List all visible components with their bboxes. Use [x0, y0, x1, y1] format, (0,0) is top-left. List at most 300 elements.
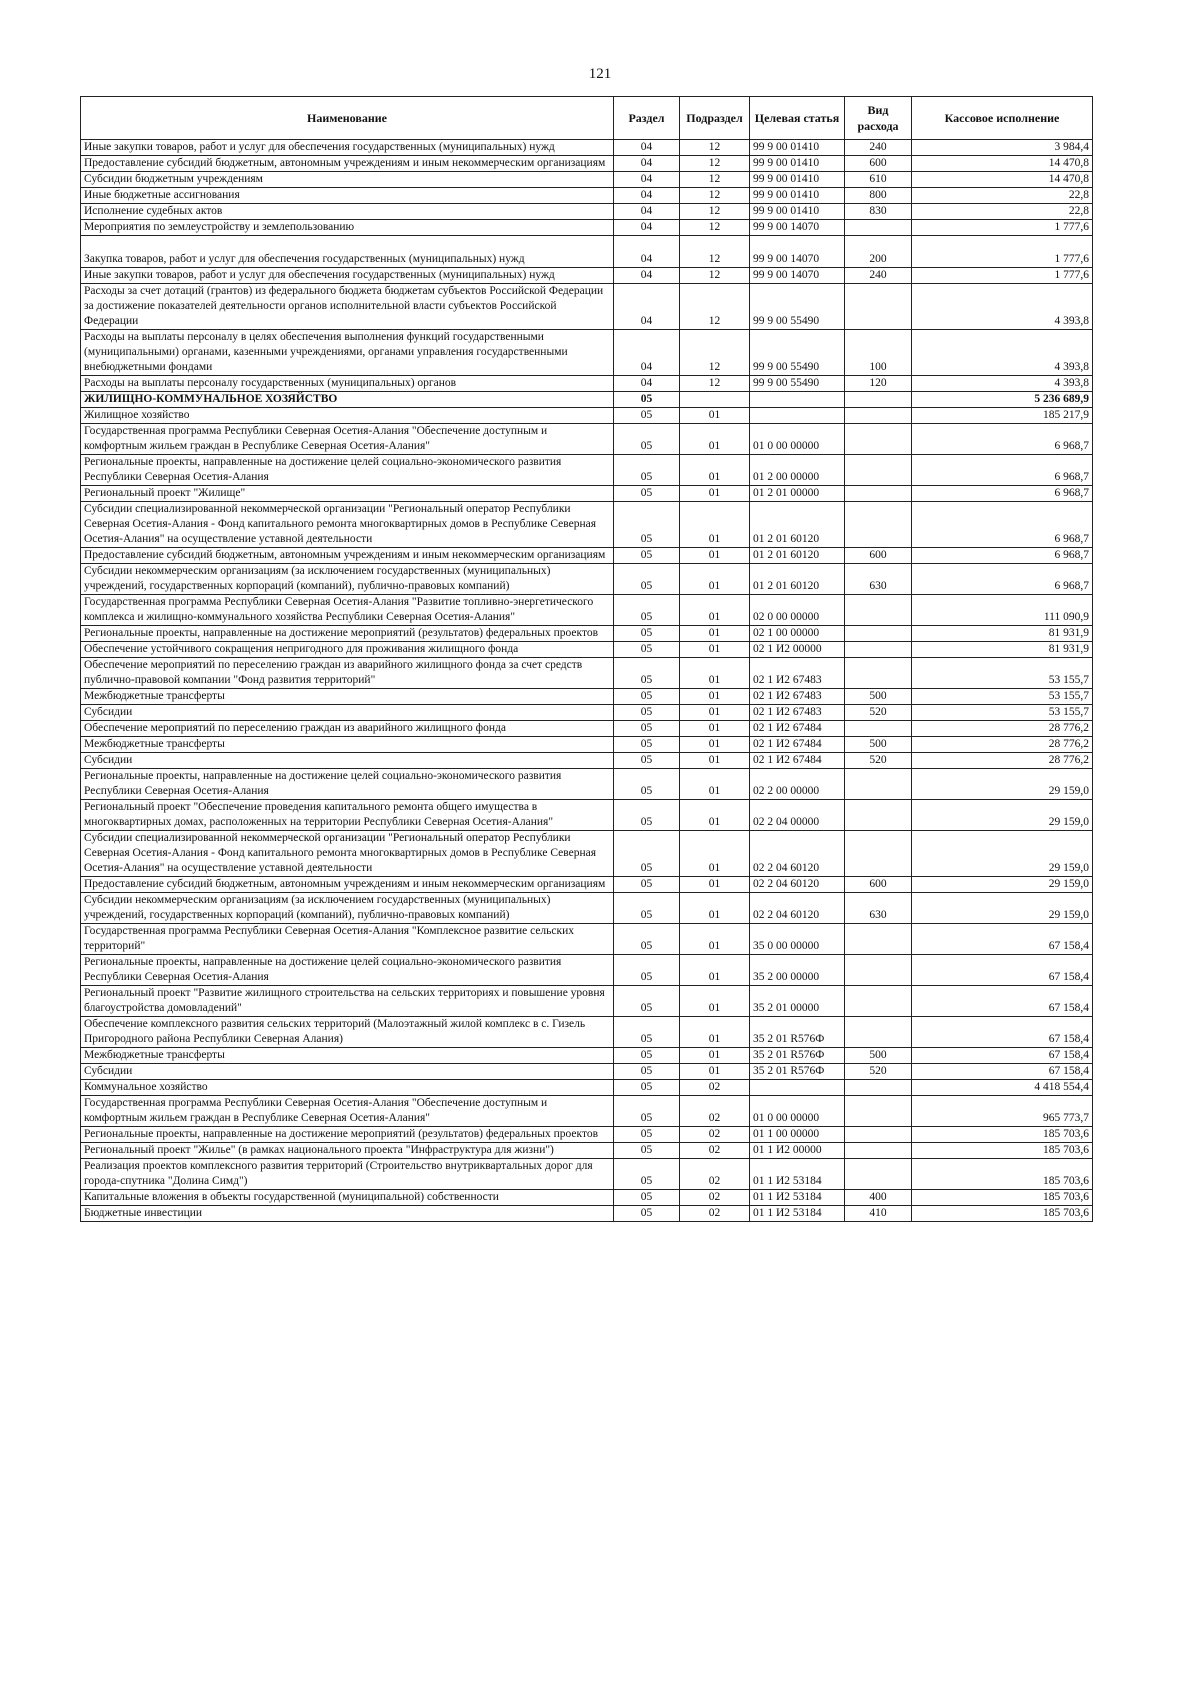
- row-vid: [845, 220, 912, 236]
- row-name: Предоставление субсидий бюджетным, автономным учреждениям и иным некоммерческим организациям: [81, 156, 614, 172]
- row-name: Субсидии бюджетным учреждениям: [81, 172, 614, 188]
- row-celevaya: 01 1 И2 53184: [750, 1190, 845, 1206]
- row-vid: [845, 721, 912, 737]
- row-vid: [845, 502, 912, 548]
- row-name: Региональные проекты, направленные на достижение мероприятий (результатов) федеральных проектов: [81, 1127, 614, 1143]
- header-name: Наименование: [81, 97, 614, 140]
- row-amount: 29 159,0: [912, 877, 1093, 893]
- row-name: Региональный проект "Обеспечение проведения капитального ремонта общего имущества в многоквартирных домах, расположенных на территории Республики Северная Осетия-Алания": [81, 800, 614, 831]
- row-vid: 100: [845, 330, 912, 376]
- row-celevaya: 35 0 00 00000: [750, 924, 845, 955]
- row-amount: 1 777,6: [912, 220, 1093, 236]
- table-row: [81, 626, 1093, 642]
- table-row: [81, 140, 1093, 156]
- row-razdel: 05: [614, 1190, 680, 1206]
- row-razdel: 05: [614, 408, 680, 424]
- row-amount: 4 418 554,4: [912, 1080, 1093, 1096]
- row-razdel: 05: [614, 626, 680, 642]
- row-amount: 6 968,7: [912, 502, 1093, 548]
- row-celevaya: 01 1 00 00000: [750, 1127, 845, 1143]
- row-podrazdel: 01: [680, 1017, 750, 1048]
- row-name: Бюджетные инвестиции: [81, 1206, 614, 1222]
- row-razdel: 05: [614, 1017, 680, 1048]
- row-podrazdel: 12: [680, 330, 750, 376]
- row-celevaya: 02 2 00 00000: [750, 769, 845, 800]
- row-podrazdel: 01: [680, 1064, 750, 1080]
- row-name: Субсидии некоммерческим организациям (за исключением государственных (муниципальных) учреждений, государственных корпораций (компаний), публично-правовых компаний): [81, 893, 614, 924]
- row-celevaya: 99 9 00 14070: [750, 236, 845, 268]
- row-vid: 600: [845, 156, 912, 172]
- row-podrazdel: 01: [680, 1048, 750, 1064]
- row-podrazdel: 01: [680, 831, 750, 877]
- row-amount: 6 968,7: [912, 564, 1093, 595]
- row-podrazdel: 01: [680, 986, 750, 1017]
- row-razdel: 05: [614, 893, 680, 924]
- table-row: [81, 721, 1093, 737]
- row-celevaya: [750, 408, 845, 424]
- row-podrazdel: 01: [680, 642, 750, 658]
- row-amount: 29 159,0: [912, 893, 1093, 924]
- row-podrazdel: 01: [680, 564, 750, 595]
- row-podrazdel: 01: [680, 800, 750, 831]
- table-row: [81, 658, 1093, 689]
- header-kassovoe: Кассовое исполнение: [912, 97, 1093, 140]
- row-razdel: 05: [614, 1080, 680, 1096]
- row-name: Государственная программа Республики Северная Осетия-Алания "Обеспечение доступным и комфортным жильем граждан в Республике Северная Осетия-Алания": [81, 424, 614, 455]
- row-celevaya: 02 1 И2 67483: [750, 705, 845, 721]
- row-vid: [845, 626, 912, 642]
- table-row: [81, 188, 1093, 204]
- table-row: [81, 156, 1093, 172]
- row-podrazdel: 01: [680, 502, 750, 548]
- row-celevaya: 01 2 01 60120: [750, 548, 845, 564]
- row-razdel: 05: [614, 877, 680, 893]
- row-amount: 29 159,0: [912, 800, 1093, 831]
- row-razdel: 05: [614, 924, 680, 955]
- row-podrazdel: 01: [680, 424, 750, 455]
- row-amount: 67 158,4: [912, 955, 1093, 986]
- row-celevaya: 02 1 И2 67484: [750, 753, 845, 769]
- row-podrazdel: 01: [680, 486, 750, 502]
- row-podrazdel: 02: [680, 1143, 750, 1159]
- row-amount: 14 470,8: [912, 156, 1093, 172]
- table-row: [81, 564, 1093, 595]
- row-razdel: 04: [614, 188, 680, 204]
- row-vid: [845, 408, 912, 424]
- table-row: [81, 502, 1093, 548]
- row-podrazdel: 01: [680, 626, 750, 642]
- row-vid: [845, 986, 912, 1017]
- row-name: Коммунальное хозяйство: [81, 1080, 614, 1096]
- row-celevaya: 01 1 И2 00000: [750, 1143, 845, 1159]
- row-celevaya: 02 1 00 00000: [750, 626, 845, 642]
- table-row: [81, 877, 1093, 893]
- table-row: [81, 424, 1093, 455]
- table-row: [81, 408, 1093, 424]
- row-celevaya: 99 9 00 01410: [750, 188, 845, 204]
- row-vid: [845, 642, 912, 658]
- row-vid: 600: [845, 877, 912, 893]
- row-amount: 67 158,4: [912, 1064, 1093, 1080]
- row-vid: [845, 769, 912, 800]
- row-amount: 67 158,4: [912, 1048, 1093, 1064]
- row-razdel: 05: [614, 800, 680, 831]
- row-amount: 29 159,0: [912, 831, 1093, 877]
- row-vid: [845, 1096, 912, 1127]
- row-name: Субсидии: [81, 705, 614, 721]
- header-podrazdel: Подраздел: [680, 97, 750, 140]
- row-name: Субсидии: [81, 1064, 614, 1080]
- row-podrazdel: 01: [680, 924, 750, 955]
- row-podrazdel: 02: [680, 1127, 750, 1143]
- table-row: [81, 172, 1093, 188]
- row-amount: 4 393,8: [912, 330, 1093, 376]
- row-celevaya: 35 2 00 00000: [750, 955, 845, 986]
- row-celevaya: 35 2 01 R576Ф: [750, 1017, 845, 1048]
- row-podrazdel: 12: [680, 204, 750, 220]
- row-amount: 14 470,8: [912, 172, 1093, 188]
- row-podrazdel: [680, 392, 750, 408]
- row-razdel: 04: [614, 140, 680, 156]
- row-vid: [845, 284, 912, 330]
- row-vid: 200: [845, 236, 912, 268]
- row-amount: 28 776,2: [912, 721, 1093, 737]
- row-name: Обеспечение мероприятий по переселению граждан из аварийного жилищного фонда: [81, 721, 614, 737]
- row-name: Субсидии специализированной некоммерческой организации "Региональный оператор Республики Северная Осетия-Алания - Фонд капитального ремонта многоквартирных домов в Республике Северная Осетия-Алания" на осуществление уставной деятельности: [81, 502, 614, 548]
- row-razdel: 05: [614, 595, 680, 626]
- row-celevaya: 02 1 И2 00000: [750, 642, 845, 658]
- table-row: [81, 737, 1093, 753]
- table-row: [81, 284, 1093, 330]
- row-amount: 5 236 689,9: [912, 392, 1093, 408]
- row-razdel: 05: [614, 1159, 680, 1190]
- row-razdel: 05: [614, 455, 680, 486]
- row-razdel: 04: [614, 204, 680, 220]
- table-row: [81, 486, 1093, 502]
- table-row: [81, 1127, 1093, 1143]
- row-razdel: 05: [614, 1143, 680, 1159]
- row-vid: [845, 1143, 912, 1159]
- row-razdel: 05: [614, 1206, 680, 1222]
- row-vid: [845, 424, 912, 455]
- row-amount: 6 968,7: [912, 424, 1093, 455]
- row-razdel: 05: [614, 486, 680, 502]
- row-vid: 240: [845, 268, 912, 284]
- row-vid: 520: [845, 705, 912, 721]
- row-name: Иные закупки товаров, работ и услуг для обеспечения государственных (муниципальных) нужд: [81, 140, 614, 156]
- table-row: [81, 236, 1093, 268]
- row-amount: 29 159,0: [912, 769, 1093, 800]
- row-amount: 185 703,6: [912, 1159, 1093, 1190]
- row-razdel: 05: [614, 1048, 680, 1064]
- row-podrazdel: 12: [680, 376, 750, 392]
- row-razdel: 04: [614, 330, 680, 376]
- row-celevaya: 02 1 И2 67484: [750, 721, 845, 737]
- row-celevaya: 99 9 00 55490: [750, 376, 845, 392]
- header-vid: Вид расхода: [845, 97, 912, 140]
- row-podrazdel: 12: [680, 236, 750, 268]
- row-celevaya: 99 9 00 01410: [750, 172, 845, 188]
- row-name: Субсидии специализированной некоммерческой организации "Региональный оператор Республики Северная Осетия-Алания - Фонд капитального ремонта многоквартирных домов в Республике Северная Осетия-Алания" на осуществление уставной деятельности: [81, 831, 614, 877]
- row-name: Иные закупки товаров, работ и услуг для обеспечения государственных (муниципальных) нужд: [81, 268, 614, 284]
- row-name: Государственная программа Республики Северная Осетия-Алания "Развитие топливно-энергетического комплекса и жилищно-коммунального хозяйства Республики Северная Осетия-Алания": [81, 595, 614, 626]
- row-amount: 28 776,2: [912, 753, 1093, 769]
- row-podrazdel: 01: [680, 753, 750, 769]
- row-podrazdel: 12: [680, 268, 750, 284]
- row-vid: [845, 1080, 912, 1096]
- row-name: Региональный проект "Развитие жилищного строительства на сельских территориях и повышение уровня благоустройства домовладений": [81, 986, 614, 1017]
- row-name: Реализация проектов комплексного развития территорий (Строительство внутриквартальных дорог для города-спутника "Долина Симд"): [81, 1159, 614, 1190]
- row-vid: [845, 1159, 912, 1190]
- row-podrazdel: 02: [680, 1190, 750, 1206]
- row-razdel: 04: [614, 376, 680, 392]
- row-name: Региональные проекты, направленные на достижение целей социально-экономического развития Республики Северная Осетия-Алания: [81, 955, 614, 986]
- table-row: [81, 753, 1093, 769]
- row-razdel: 05: [614, 1064, 680, 1080]
- row-celevaya: 02 1 И2 67483: [750, 689, 845, 705]
- row-celevaya: 02 2 04 60120: [750, 831, 845, 877]
- row-name: Государственная программа Республики Северная Осетия-Алания "Обеспечение доступным и комфортным жильем граждан в Республике Северная Осетия-Алания": [81, 1096, 614, 1127]
- row-vid: 630: [845, 893, 912, 924]
- row-razdel: 05: [614, 392, 680, 408]
- row-name: Расходы на выплаты персоналу государственных (муниципальных) органов: [81, 376, 614, 392]
- row-amount: 28 776,2: [912, 737, 1093, 753]
- row-podrazdel: 01: [680, 658, 750, 689]
- row-vid: 500: [845, 689, 912, 705]
- row-name: ЖИЛИЩНО-КОММУНАЛЬНОЕ ХОЗЯЙСТВО: [81, 392, 614, 408]
- row-razdel: 05: [614, 424, 680, 455]
- row-podrazdel: 01: [680, 705, 750, 721]
- page-number: 121: [588, 66, 612, 82]
- row-name: Исполнение судебных актов: [81, 204, 614, 220]
- row-celevaya: 99 9 00 01410: [750, 140, 845, 156]
- table-header-row: [81, 97, 1093, 140]
- row-amount: 3 984,4: [912, 140, 1093, 156]
- row-celevaya: 01 2 00 00000: [750, 455, 845, 486]
- row-amount: 185 703,6: [912, 1206, 1093, 1222]
- table-body: [81, 140, 1093, 1222]
- row-razdel: 05: [614, 955, 680, 986]
- row-name: Межбюджетные трансферты: [81, 737, 614, 753]
- row-podrazdel: 02: [680, 1206, 750, 1222]
- row-celevaya: 99 9 00 01410: [750, 156, 845, 172]
- row-amount: 67 158,4: [912, 924, 1093, 955]
- row-vid: [845, 595, 912, 626]
- row-celevaya: [750, 1080, 845, 1096]
- table-row: [81, 800, 1093, 831]
- row-celevaya: 99 9 00 01410: [750, 204, 845, 220]
- row-razdel: 04: [614, 284, 680, 330]
- row-celevaya: 01 1 И2 53184: [750, 1206, 845, 1222]
- row-razdel: 05: [614, 831, 680, 877]
- row-name: Региональные проекты, направленные на достижение целей социально-экономического развития Республики Северная Осетия-Алания: [81, 769, 614, 800]
- table-row: [81, 376, 1093, 392]
- row-vid: [845, 392, 912, 408]
- row-name: Расходы за счет дотаций (грантов) из федерального бюджета бюджетам субъектов Российской Федерации за достижение показателей деятельности органов исполнительной власти субъектов Российской Федерации: [81, 284, 614, 330]
- row-celevaya: 99 9 00 55490: [750, 330, 845, 376]
- table-row: [81, 1206, 1093, 1222]
- table-row: [81, 1048, 1093, 1064]
- budget-table: [80, 96, 1093, 1222]
- row-razdel: 05: [614, 564, 680, 595]
- table-row: [81, 548, 1093, 564]
- row-razdel: 04: [614, 172, 680, 188]
- row-vid: 500: [845, 1048, 912, 1064]
- row-amount: 53 155,7: [912, 705, 1093, 721]
- table-row: [81, 1017, 1093, 1048]
- row-celevaya: 02 1 И2 67483: [750, 658, 845, 689]
- table-row: [81, 595, 1093, 626]
- row-vid: 800: [845, 188, 912, 204]
- row-celevaya: [750, 392, 845, 408]
- row-podrazdel: 01: [680, 955, 750, 986]
- row-razdel: 05: [614, 769, 680, 800]
- row-razdel: 05: [614, 1127, 680, 1143]
- row-name: Субсидии: [81, 753, 614, 769]
- table-row: [81, 689, 1093, 705]
- row-name: Субсидии некоммерческим организациям (за исключением государственных (муниципальных) учреждений, государственных корпораций (компаний), публично-правовых компаний): [81, 564, 614, 595]
- row-amount: 6 968,7: [912, 486, 1093, 502]
- row-vid: 410: [845, 1206, 912, 1222]
- row-celevaya: 35 2 01 00000: [750, 986, 845, 1017]
- row-razdel: 05: [614, 737, 680, 753]
- row-amount: 6 968,7: [912, 548, 1093, 564]
- row-razdel: 04: [614, 268, 680, 284]
- row-celevaya: 99 9 00 14070: [750, 220, 845, 236]
- row-vid: [845, 955, 912, 986]
- row-razdel: 05: [614, 689, 680, 705]
- row-podrazdel: 01: [680, 548, 750, 564]
- row-amount: 67 158,4: [912, 1017, 1093, 1048]
- row-vid: 400: [845, 1190, 912, 1206]
- row-podrazdel: 01: [680, 408, 750, 424]
- row-name: Жилищное хозяйство: [81, 408, 614, 424]
- row-vid: [845, 831, 912, 877]
- row-razdel: 05: [614, 986, 680, 1017]
- table-row: [81, 1080, 1093, 1096]
- row-amount: 6 968,7: [912, 455, 1093, 486]
- row-name: Предоставление субсидий бюджетным, автономным учреждениям и иным некоммерческим организациям: [81, 548, 614, 564]
- row-podrazdel: 02: [680, 1159, 750, 1190]
- row-podrazdel: 01: [680, 769, 750, 800]
- row-name: Обеспечение мероприятий по переселению граждан из аварийного жилищного фонда за счет средств публично-правовой компании "Фонд развития территорий": [81, 658, 614, 689]
- row-celevaya: 01 0 00 00000: [750, 1096, 845, 1127]
- row-podrazdel: 12: [680, 188, 750, 204]
- row-vid: [845, 1017, 912, 1048]
- row-celevaya: 02 1 И2 67484: [750, 737, 845, 753]
- row-amount: 4 393,8: [912, 376, 1093, 392]
- table-row: [81, 268, 1093, 284]
- row-name: Региональные проекты, направленные на достижение мероприятий (результатов) федеральных проектов: [81, 626, 614, 642]
- row-amount: 81 931,9: [912, 642, 1093, 658]
- row-podrazdel: 01: [680, 893, 750, 924]
- table-row: [81, 330, 1093, 376]
- row-razdel: 04: [614, 156, 680, 172]
- row-celevaya: 02 0 00 00000: [750, 595, 845, 626]
- row-name: Обеспечение устойчивого сокращения непригодного для проживания жилищного фонда: [81, 642, 614, 658]
- row-name: Межбюджетные трансферты: [81, 1048, 614, 1064]
- table-row: [81, 1159, 1093, 1190]
- row-name: Региональный проект "Жилище": [81, 486, 614, 502]
- row-razdel: 05: [614, 721, 680, 737]
- row-podrazdel: 12: [680, 220, 750, 236]
- row-celevaya: 01 1 И2 53184: [750, 1159, 845, 1190]
- row-vid: 610: [845, 172, 912, 188]
- row-vid: [845, 924, 912, 955]
- row-podrazdel: 01: [680, 721, 750, 737]
- table-row: [81, 831, 1093, 877]
- row-amount: 53 155,7: [912, 658, 1093, 689]
- row-podrazdel: 12: [680, 140, 750, 156]
- table-row: [81, 1143, 1093, 1159]
- row-celevaya: 01 0 00 00000: [750, 424, 845, 455]
- row-razdel: 04: [614, 236, 680, 268]
- row-podrazdel: 02: [680, 1096, 750, 1127]
- row-razdel: 05: [614, 1096, 680, 1127]
- row-razdel: 05: [614, 502, 680, 548]
- row-celevaya: 35 2 01 R576Ф: [750, 1064, 845, 1080]
- row-celevaya: 02 2 04 00000: [750, 800, 845, 831]
- row-vid: [845, 486, 912, 502]
- row-amount: 22,8: [912, 204, 1093, 220]
- row-vid: [845, 658, 912, 689]
- header-razdel: Раздел: [614, 97, 680, 140]
- row-name: Иные бюджетные ассигнования: [81, 188, 614, 204]
- row-name: Региональные проекты, направленные на достижение целей социально-экономического развития Республики Северная Осетия-Алания: [81, 455, 614, 486]
- table-row: [81, 392, 1093, 408]
- row-vid: 240: [845, 140, 912, 156]
- row-celevaya: 99 9 00 55490: [750, 284, 845, 330]
- table-row: [81, 1096, 1093, 1127]
- row-celevaya: 02 2 04 60120: [750, 877, 845, 893]
- row-celevaya: 35 2 01 R576Ф: [750, 1048, 845, 1064]
- row-name: Региональный проект "Жилье" (в рамках национального проекта "Инфраструктура для жизни"): [81, 1143, 614, 1159]
- row-vid: 520: [845, 1064, 912, 1080]
- row-amount: 965 773,7: [912, 1096, 1093, 1127]
- row-razdel: 05: [614, 642, 680, 658]
- row-name: Межбюджетные трансферты: [81, 689, 614, 705]
- row-celevaya: 02 2 04 60120: [750, 893, 845, 924]
- row-amount: 53 155,7: [912, 689, 1093, 705]
- table-row: [81, 705, 1093, 721]
- row-amount: 1 777,6: [912, 236, 1093, 268]
- table-row: [81, 204, 1093, 220]
- row-celevaya: 01 2 01 60120: [750, 502, 845, 548]
- row-podrazdel: 01: [680, 737, 750, 753]
- row-amount: 1 777,6: [912, 268, 1093, 284]
- row-vid: 830: [845, 204, 912, 220]
- row-amount: 185 703,6: [912, 1143, 1093, 1159]
- row-name: Государственная программа Республики Северная Осетия-Алания "Комплексное развитие сельских территорий": [81, 924, 614, 955]
- row-vid: [845, 455, 912, 486]
- table-row: [81, 893, 1093, 924]
- row-name: Предоставление субсидий бюджетным, автономным учреждениям и иным некоммерческим организациям: [81, 877, 614, 893]
- table-row: [81, 1190, 1093, 1206]
- row-amount: 185 217,9: [912, 408, 1093, 424]
- row-podrazdel: 01: [680, 689, 750, 705]
- row-podrazdel: 02: [680, 1080, 750, 1096]
- row-vid: 520: [845, 753, 912, 769]
- row-vid: 630: [845, 564, 912, 595]
- row-razdel: 05: [614, 753, 680, 769]
- row-podrazdel: 01: [680, 595, 750, 626]
- row-name: Обеспечение комплексного развития сельских территорий (Малоэтажный жилой комплекс в с. Гизель Пригородного района Республики Северная Алания): [81, 1017, 614, 1048]
- row-name: Закупка товаров, работ и услуг для обеспечения государственных (муниципальных) нужд: [81, 236, 614, 268]
- row-amount: 185 703,6: [912, 1127, 1093, 1143]
- row-celevaya: 01 2 01 00000: [750, 486, 845, 502]
- row-podrazdel: 12: [680, 172, 750, 188]
- row-amount: 185 703,6: [912, 1190, 1093, 1206]
